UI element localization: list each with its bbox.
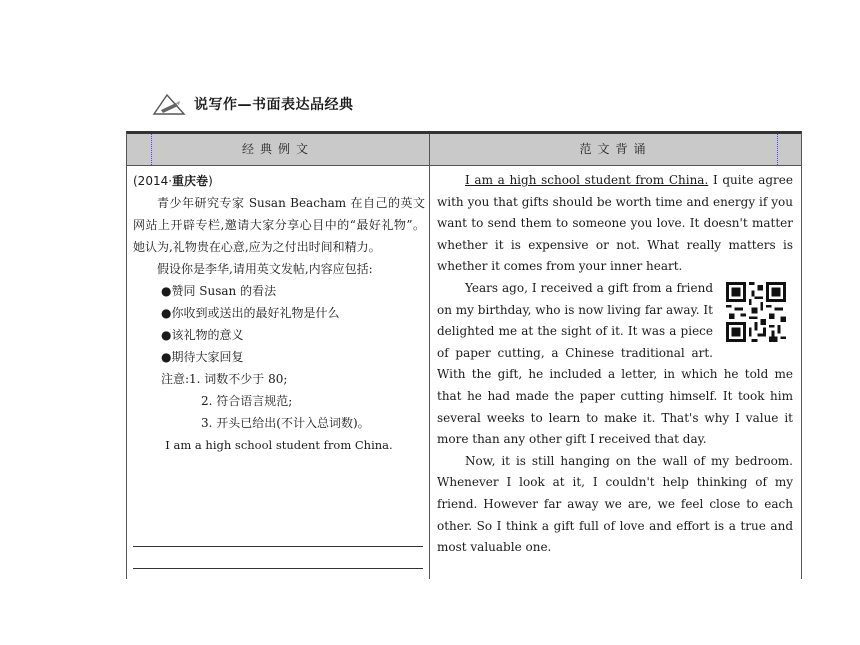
requirement-item: ●期待大家回复: [161, 350, 244, 364]
example-prompt: [133, 170, 425, 456]
essay-paragraph-3: Now, it is still hanging on the wall of my bedroom. Whenever I look at it, I couldn't help thinking of my friend. However far away we are, we feel close to each other. So I think a gift full of love and effort is a true and most valuable one.: [437, 453, 793, 555]
section-heading: [152, 92, 354, 116]
answer-line: [133, 546, 423, 547]
essay-paragraph-1: I am a high school student from China. I quite agree with you that gifts should be worth time and energy if you want to send them to someone you love. It doesn't matter whether it is expensive or not. What really matters is whether it comes from your inner heart.: [437, 173, 793, 274]
prompt-task: 假设你是李华,请用英文发帖,内容应包括:: [157, 262, 373, 276]
essay-paragraph-2: Years ago, I received a gift from a friend on my birthday, who is now living far away. It delighted me at the sight of it. It was a piece of paper cutting, a Chinese traditional art. With the gift, he included a letter, in which he told me that he had made the paper cutting himself. It took him several weeks to learn to make it. That's why I value it more than any other gift I received that day.: [437, 280, 793, 447]
requirement-item: ●赞同 Susan 的看法: [161, 284, 277, 298]
pencil-icon: [152, 92, 186, 116]
requirement-item: ●你收到或送出的最好礼物是什么: [161, 306, 340, 320]
margin-guide-left: [151, 134, 152, 165]
model-essay: [437, 170, 793, 559]
note-item: 3. 开头已给出(不计入总词数)。: [201, 416, 370, 430]
right-column-header: 范文背诵: [579, 142, 652, 156]
section-title: 说写作—书面表达品经典: [194, 97, 354, 113]
prompt-intro: 青少年研究专家 Susan Beacham 在自己的英文网站上开辟专栏,邀请大家分享心目中的“最好礼物”。她认为,礼物贵在心意,应为之付出时间和精力。: [133, 196, 425, 254]
requirement-item: ●该礼物的意义: [161, 328, 244, 342]
note-item: 注意:1. 词数不少于 80;: [161, 372, 288, 386]
essay-opening: I am a high school student from China.: [165, 438, 393, 452]
left-column-header: 经典例文: [241, 142, 314, 156]
table-header: [127, 134, 801, 166]
qr-code-icon: [719, 282, 793, 342]
content-table: [126, 131, 802, 579]
answer-line: [133, 568, 423, 569]
note-item: 2. 符合语言规范;: [201, 394, 293, 408]
essay-opening-underlined: I am a high school student from China.: [465, 173, 709, 187]
source-label: (2014·重庆卷): [133, 174, 213, 188]
column-divider: [429, 134, 430, 579]
margin-guide-right: [777, 134, 778, 165]
